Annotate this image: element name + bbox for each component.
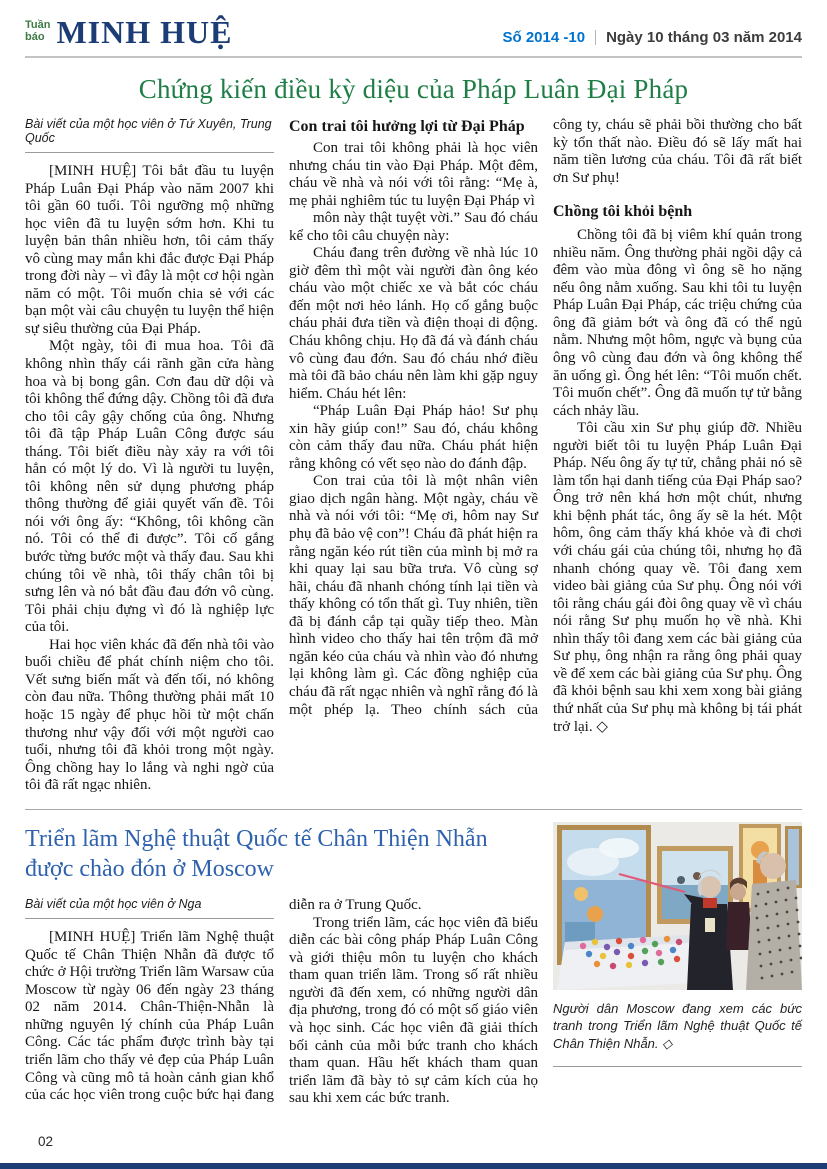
article2 xyxy=(25,822,802,1108)
caption-divider xyxy=(553,1066,802,1067)
paragraph: “Pháp Luân Đại Pháp hảo! Sư phụ xin hãy giúp con!” Sau đó, cháu không còn cảm thấy đau nữa. Cháu phát hiện rằng không có vết sẹo nào do đánh đập. xyxy=(289,403,538,472)
masthead-prefix-top: Tuần xyxy=(25,19,51,32)
paragraph: Hai học viên khác đã đến nhà tôi vào buổi chiều để phát chính niệm cho tôi. Vết sưng biến mất và đến tối, nó không còn đau nữa. Thông thường phải mất 10 hoặc 15 ngày để phục hồi từ một chấn thương như vậy đối với một người cao tuổi, nhưng tôi đã khỏi trong một ngày. Ông chồng hay lo lắng và nghi ngờ của tôi đã rất ngạc nhiên. xyxy=(25,636,274,794)
masthead-prefix-bottom: báo xyxy=(25,31,45,43)
article1-columns xyxy=(25,117,802,795)
paragraph: [MINH HUỆ] Triển lãm Nghệ thuật Quốc tế Chân Thiện Nhẫn đã được tổ chức ở Hội trường Triển lãm Warsaw của Moscow từ ngày 06 đến ngày 23 tháng 02 năm 2014. Chân-Thiện-Nhẫn là những nguyên lý chính của Pháp Luân Công. Các tác phẩm được trình bày tại triển lãm cho thấy vẻ đẹp của Pháp Luân Công và cũng mô tả hoàn cảnh gian khổ của các học viên trong cuộc bức hại đang xyxy=(25,929,274,1104)
article-divider xyxy=(25,809,802,810)
article2-col2 xyxy=(289,897,538,1108)
exhibition-photo xyxy=(553,822,802,990)
masthead-prefix xyxy=(25,20,50,43)
paragraph: Trong triển lãm, các học viên đã biểu diễn các bài công pháp Pháp Luân Công và giới thiệu môn tu luyện cho khách tham quan triển lãm. Trong số rất nhiều người đã đến xem, có những người dân địa phương, trong đó có một số giáo viên và học sinh. Các học viên đã giải thích bối cảnh của mỗi bức tranh cho khách tham quan. Hầu hết khách tham quan triển lãm đã bày tỏ sự cảm kích của họ sau khi xem các bức tranh. xyxy=(289,914,538,1107)
issue-number: Số 2014 -10 xyxy=(502,29,586,46)
issue-separator xyxy=(595,30,596,45)
paragraph: Con trai của tôi là một nhân viên giao dịch ngân hàng. Một ngày, cháu về nhà và nói với tôi: “Mẹ ơi, hôm nay Sư phụ đã bảo vệ con”! Cháu đã phát hiện ra rằng ngăn kéo rút tiền của mình bị mở ra khi quay lại sau bữa trưa. Vô cùng sợ hãi, cháu đã nhanh chóng tính lại tiền và thấy không có tổn thất gì. Tuy nhiên, tiền đã bị đánh cắp tại quầy tiếp theo. Màn hình video cho thấy hai tên trộm đã mở ngăn kéo của cháu và nhìn vào đó nhưng lại không làm gì. Các đồng nghiệp của cháu đã rất ngạc nhiên và nghĩ rằng đó là một phép lạ. Theo chính sách của xyxy=(289,473,538,718)
paragraph: Chồng tôi đã bị viêm khí quản trong nhiều năm. Ông thường phải ngồi dậy cả đêm vào mùa đông vì ông sẽ ho nặng nếu ông nằm xuống. Sau khi tôi tu luyện Pháp Luân Đại Pháp, các triệu chứng của ông đã giảm bớt và ông đã có thể ngủ nằm. Nhưng một hôm, ngực và bụng của ông vô cùng đau đớn và ông không thể ăn uống gì. Ông hét lên: “Tôi muốn chết. Tôi muốn chết”. Ông đã muốn tự tử bằng cách nhảy lầu. xyxy=(553,227,802,419)
paragraph: Cháu đang trên đường về nhà lúc 10 giờ đêm thì một vài người đàn ông kéo cháu vào một chiếc xe và bắt cóc cháu đến một nơi hẻo lánh. Họ cố gắng buộc cháu phải đưa tiền và điện thoại di động. Cháu không chịu. Họ đã đá và đánh cháu vô cùng đau đớn. Sau đó cháu nhớ điều mà tôi đã bảo cháu nên làm khi gặp nguy hiểm. Cháu hét lên: xyxy=(289,245,538,402)
footer-bar xyxy=(0,1163,827,1169)
article1-col1 xyxy=(25,117,274,795)
article1-col2 xyxy=(289,117,538,795)
article2-col1 xyxy=(25,897,274,1108)
article2-text-area xyxy=(25,822,538,1108)
paragraph: công ty, cháu sẽ phải bồi thường cho bất kỳ tổn thất nào. Điều đó sẽ lấy mất hai năm tiền lương của cháu. Tôi đã rất biết ơn Sư phụ! xyxy=(553,117,802,186)
article1-byline: Bài viết của một học viên ở Tứ Xuyên, Trung Quốc xyxy=(25,117,274,153)
article1-subheading-husband: Chồng tôi khỏi bệnh xyxy=(553,203,693,221)
photo-caption: Người dân Moscow đang xem các bức tranh trong Triển lãm Nghệ thuật Quốc tế Chân Thiện Nhẫn. ◇ xyxy=(553,1000,802,1051)
article1-subheading-son: Con trai tôi hưởng lợi từ Đại Pháp xyxy=(289,118,525,135)
page-number: 02 xyxy=(38,1134,54,1149)
paragraph: diễn ra ở Trung Quốc. xyxy=(289,897,422,914)
issue-info xyxy=(503,29,803,48)
article1-col3 xyxy=(553,117,802,795)
masthead-brand xyxy=(25,16,232,48)
paragraph: Con trai tôi không phải là học viên nhưng cháu tin vào Đại Pháp. Một đêm, cháu về nhà và nói với tôi rằng: “Mẹ à, mẹ phải nghiêm túc tu luyện Đại Pháp vì xyxy=(289,140,538,209)
paragraph: Một ngày, tôi đi mua hoa. Tôi đã không nhìn thấy cái rãnh gần cửa hàng hoa và bị bong gân. Cơn đau dữ dội và tôi không thể đứng dậy. Chồng tôi đã đưa cho tôi cây gậy chống của ông. Nhưng tôi đã tập Pháp Luân Công được sáu tháng. Tôi biết điều này xảy ra với tôi hẳn có một lý do. Vì là người tu luyện, tôi không nên sử dụng phương pháp thông thường để giải quyết vấn đề. Tôi nói với ông ấy: “Không, tôi không cần nó. Tôi có thể đi được”. Tôi cố gắng bước từng bước một và thấy đau. Sau khi chúng tôi về nhà, tôi thấy chân tôi bị sưng lên và nó bắt đầu đau đớn vô cùng. Tôi phải chịu đựng vì đó là nghiệp lực của tôi. xyxy=(25,338,275,636)
paragraph: [MINH HUỆ] Tôi bắt đầu tu luyện Pháp Luân Đại Pháp vào năm 2007 khi tôi gần 60 tuổi. Tôi ngưỡng mộ những học viên đã tu luyện sớm hơn. Khi tu luyện bản thân nhiều hơn, tôi cảm thấy vô cùng may mắn khi đắc được Đại Pháp trong đời này – vì đây là một cơ hội ngàn năm có một. Tôi muốn chia sẻ với các bạn một vài câu chuyện tu luyện thể hiện sự siêu thường của Đại Pháp. xyxy=(25,163,274,337)
article2-headline: Triển lãm Nghệ thuật Quốc tế Chân Thiện Nhẫn được chào đón ở Moscow xyxy=(25,825,488,883)
article2-columns xyxy=(25,897,538,1108)
paragraph: môn này thật tuyệt vời.” Sau đó cháu kể cho tôi câu chuyện này: xyxy=(289,210,538,244)
masthead-title: MINH HUỆ xyxy=(56,14,233,50)
issue-date: Ngày 10 tháng 03 năm 2014 xyxy=(606,29,802,46)
masthead xyxy=(25,16,802,58)
article2-photo-area xyxy=(553,822,802,1108)
article2-byline: Bài viết của một học viên ở Nga xyxy=(25,897,274,919)
paragraph: Tôi cầu xin Sư phụ giúp đỡ. Nhiều người biết tôi tu luyện Pháp Luân Đại Pháp. Nếu ông ấy tự tử, chẳng phải nó sẽ làm tổn hại danh tiếng của Đại Pháp sao? Ông trở nên khá hơn một chút, nhưng khi bệnh phát tác, ông ấy sẽ la hét. Một hôm, ông cảm thấy khá khỏe và đi chơi với cháu gái của chúng tôi, nhưng họ đã nhanh chóng quay về. Tôi đang xem video bài giảng của Sư phụ. Ông nói với tôi rằng cháu gái đòi ông quay về vì cháu nói rằng Sư phụ muốn họ về nhà. Khi nhìn thấy tôi đang xem các bài giảng của Sư phụ, ông nhận ra rằng ông phải quay về để xem các bài giảng của Sư phụ. Ông đã khỏi bệnh sau khi xem xong bài giảng thứ nhất của Sư phụ mà không bị tái phát trở lại. ◇ xyxy=(553,420,802,735)
article1-headline: Chứng kiến điều kỳ diệu của Pháp Luân Đại Pháp xyxy=(138,74,689,104)
